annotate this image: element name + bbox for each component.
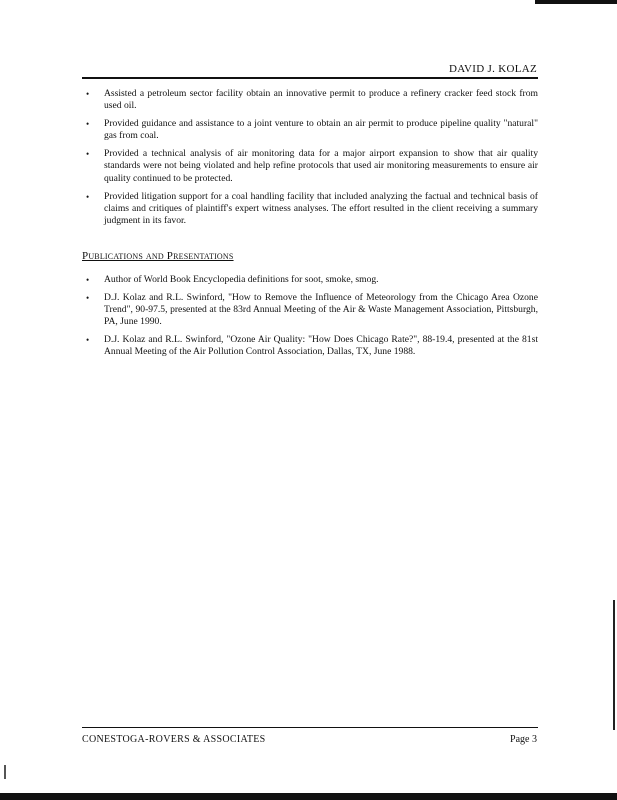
- list-item: • D.J. Kolaz and R.L. Swinford, "Ozone Air Quality: "How Does Chicago Rate?", 88-19.4, presented at the 81st Annual Meeting of the Air Pollution Control Association, Dallas, TX, June 1988.: [86, 333, 538, 358]
- footer-rule: [82, 727, 538, 728]
- footer-company-name: CONESTOGA-ROVERS & ASSOCIATES: [82, 734, 266, 745]
- footer-page-number: Page 3: [510, 734, 537, 745]
- list-item: • Provided a technical analysis of air monitoring data for a major airport expansion to show that air quality standards were not being violated and help refine protocols that used air monitoring measurements to ensure air quality continued to be protected.: [86, 148, 538, 184]
- scan-border-top: [535, 0, 617, 4]
- list-item: • Provided litigation support for a coal handling facility that included analyzing the factual and technical basis of claims and critiques of plaintiff's expert witness analyses. The effort resulted in the client receiving a summary judgment in its favor.: [86, 190, 538, 227]
- section-heading-publications: Publications and Presentations: [82, 250, 234, 263]
- scan-border-bottom: [0, 793, 617, 800]
- list-item: • Provided guidance and assistance to a joint venture to obtain an air permit to produce pipeline quality "natural" gas from coal.: [86, 118, 538, 142]
- list-item: • Assisted a petroleum sector facility obtain an innovative permit to produce a refinery cracker feed stock from used oil.: [86, 88, 538, 112]
- publications-list: [82, 274, 538, 359]
- scan-mark-left: [4, 765, 6, 779]
- scan-edge-right: [613, 600, 615, 730]
- list-item: • D.J. Kolaz and R.L. Swinford, "How to Remove the Influence of Meteorology from the Chicago Area Ozone Trend", 90-97.5, presented at the 83rd Annual Meeting of the Air & Waste Management Association, Pittsburgh, PA, June 1990.: [86, 291, 538, 328]
- bullet-icon: •: [86, 292, 90, 303]
- bullet-icon: •: [86, 89, 90, 99]
- header-author-name: DAVID J. KOLAZ: [448, 63, 537, 75]
- bullet-icon: •: [86, 119, 90, 130]
- bullet-icon: •: [86, 149, 90, 160]
- bullet-icon: •: [86, 274, 90, 285]
- list-item: • Author of World Book Encyclopedia definitions for soot, smoke, smog.: [86, 273, 379, 285]
- page-content: [82, 88, 538, 364]
- bullet-icon: •: [86, 334, 90, 345]
- header-rule: [82, 77, 538, 79]
- bullet-icon: •: [86, 191, 90, 202]
- experience-list: [82, 88, 538, 227]
